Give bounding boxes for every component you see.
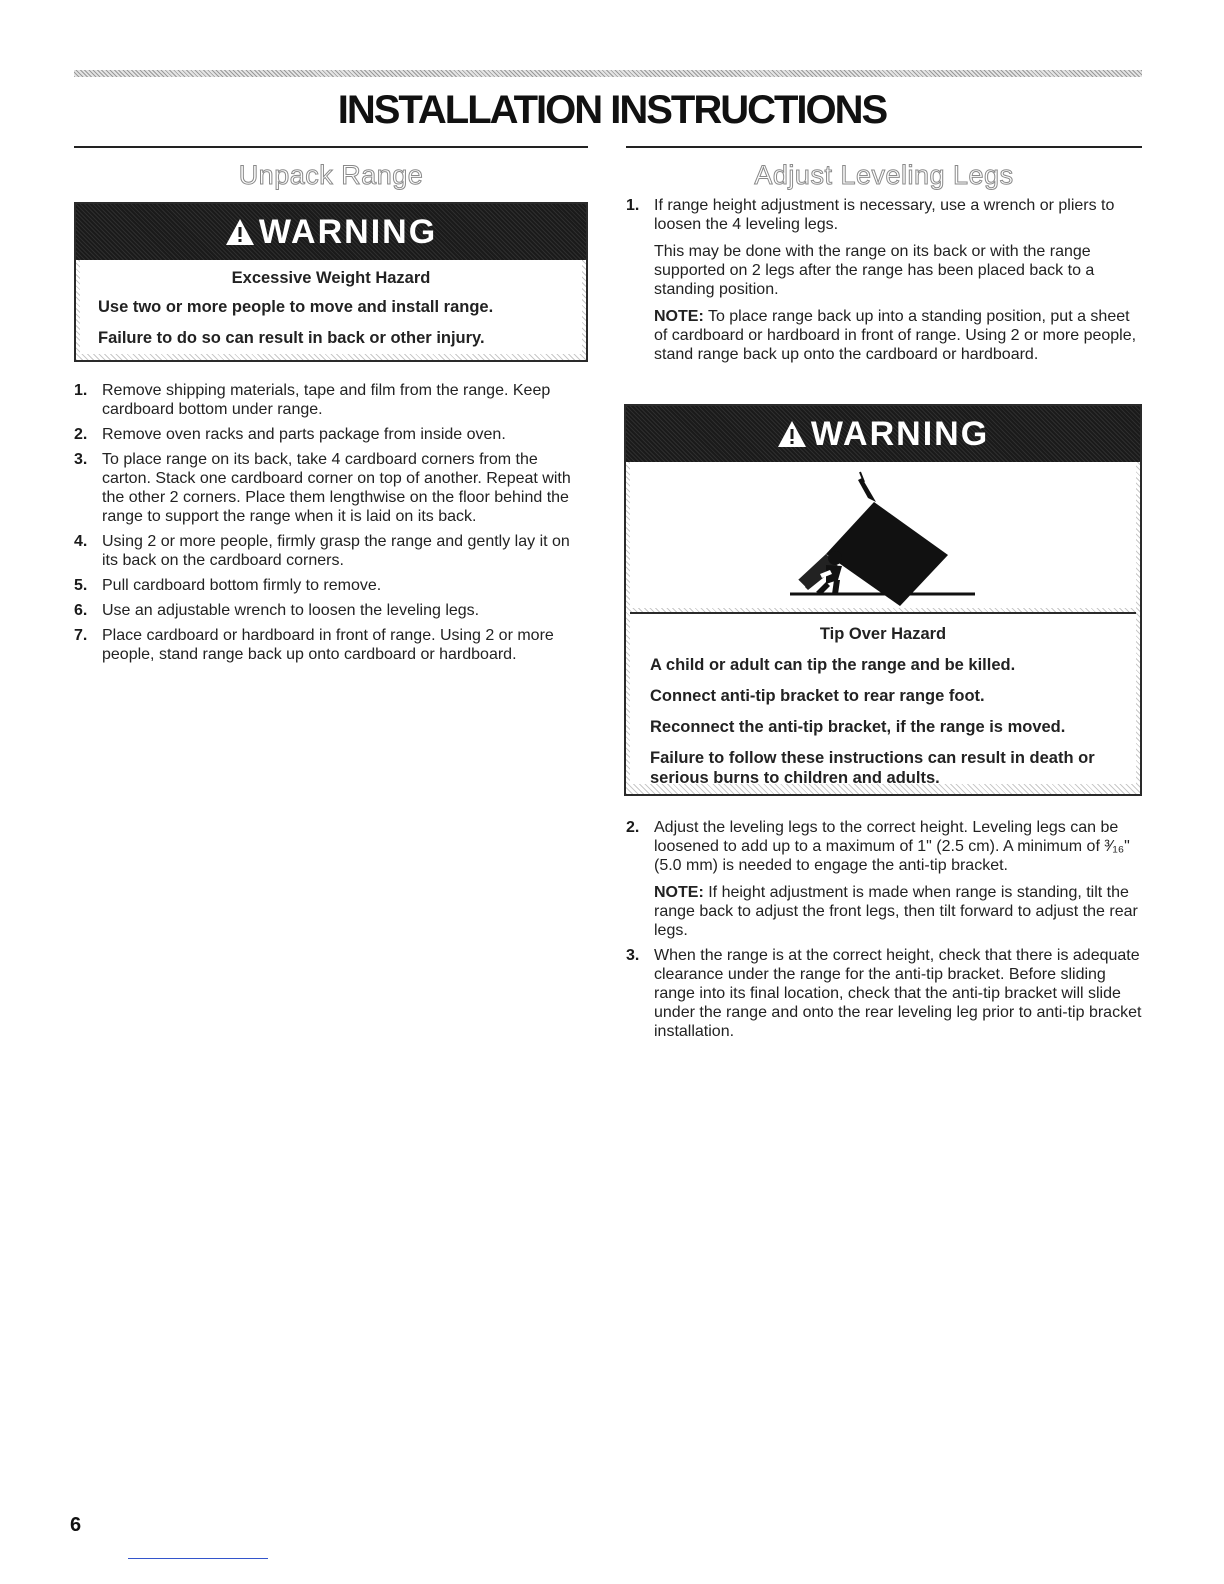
left-column-rule: [74, 146, 588, 148]
list-item: [74, 601, 588, 620]
bottom-blue-rule: [128, 1558, 268, 1559]
warning-line: A child or adult can tip the range and be killed.: [650, 656, 1016, 674]
page-title: INSTALLATION INSTRUCTIONS: [337, 88, 887, 132]
note-label: NOTE:: [654, 884, 704, 901]
tip-over-warning-box: [624, 404, 1142, 796]
step-text: Pull cardboard bottom firmly to remove.: [102, 577, 382, 594]
step-text: When the range is at the correct height, check that there is adequate clearance under the range for the anti-tip bracket. Before sliding range into its final location, check that the anti-tip bracket will slide under the range and onto the rear leveling leg prior to anti-tip bracket installation.: [654, 947, 1142, 1040]
note-label: NOTE:: [654, 308, 704, 325]
step-note: [654, 307, 1142, 364]
list-item: [74, 532, 588, 570]
list-item: [626, 946, 1142, 1041]
warning-line: Connect anti-tip bracket to rear range foot.: [650, 687, 985, 705]
list-item: [74, 576, 588, 595]
tip-over-illustration-panel: [630, 462, 1136, 608]
step-paragraph: This may be done with the range on its back or with the range supported on 2 legs after the range has been placed back to a standing position.: [654, 243, 1095, 298]
step-text: To place range on its back, take 4 cardboard corners from the carton. Stack one cardboard corner on top of another. Repeat with the other 2 corners. Place them lengthwise on the floor behind the range to support the range when it is laid on its back.: [102, 451, 571, 525]
step-number: 2.: [74, 426, 88, 443]
step-text: If range height adjustment is necessary, use a wrench or pliers to loosen the 4 leveling legs.: [654, 197, 1115, 233]
section-heading-adjust-leveling-legs: Adjust Leveling Legs: [754, 160, 1014, 190]
right-column-rule: [626, 146, 1142, 148]
step-number: 1.: [74, 382, 88, 399]
step-number: 4.: [74, 533, 88, 550]
warning-banner: [626, 406, 1140, 462]
leveling-steps-2-3: [626, 818, 1142, 1047]
step-text: Remove shipping materials, tape and film from the range. Keep cardboard bottom under range.: [102, 382, 551, 418]
note-text: To place range back up into a standing position, put a sheet of cardboard or hardboard in front of range. Using 2 or more people, stand range back up onto the cardboard or hardboard.: [654, 308, 1137, 363]
warning-line: Reconnect the anti-tip bracket, if the range is moved.: [650, 718, 1066, 736]
section-heading-unpack-range: Unpack Range: [238, 160, 424, 190]
list-item: [626, 818, 1142, 940]
step-number: 3.: [626, 947, 640, 964]
step-number: 6.: [74, 602, 88, 619]
warning-body: [80, 260, 582, 354]
step-number: 3.: [74, 451, 88, 468]
step-text: Place cardboard or hardboard in front of range. Using 2 or more people, stand range back up onto cardboard or hardboard.: [102, 627, 554, 663]
step-text: Adjust the leveling legs to the correct height. Leveling legs can be loosened to add up to a maximum of 1" (2.5 cm). A minimum of ³⁄₁₆" (5.0 mm) is needed to engage the anti-tip bracket.: [654, 819, 1130, 874]
step-text: Use an adjustable wrench to loosen the leveling legs.: [102, 602, 480, 619]
hazard-title: Excessive Weight Hazard: [231, 269, 431, 287]
page-number: 6: [70, 1514, 82, 1536]
step-number: 7.: [74, 627, 88, 644]
step-text: Remove oven racks and parts package from inside oven.: [102, 426, 506, 443]
unpack-steps-list: [74, 381, 588, 670]
step-number: 5.: [74, 577, 88, 594]
warning-banner: [76, 204, 586, 260]
hazard-title: Tip Over Hazard: [819, 625, 947, 643]
leveling-step-1: [626, 196, 1142, 370]
warning-line: Failure to follow these instructions can result in death or serious burns to children and adults.: [650, 749, 1095, 787]
warning-word: WARNING: [258, 212, 438, 251]
list-item: [74, 450, 588, 526]
weight-warning-box: [74, 202, 588, 362]
warning-body: [630, 612, 1136, 787]
tip-over-illustration: [630, 462, 1140, 608]
step-note: [654, 883, 1142, 940]
note-text: If height adjustment is made when range is standing, tilt the range back to adjust the front legs, then tilt forward to adjust the rear legs.: [654, 884, 1138, 939]
list-item: [74, 381, 588, 419]
warning-triangle-icon: [777, 420, 807, 448]
warning-line: Use two or more people to move and install range.: [98, 298, 494, 316]
list-item: [74, 425, 588, 444]
warning-triangle-icon: [225, 218, 255, 246]
warning-word: WARNING: [810, 414, 990, 453]
top-hatched-rule: [74, 70, 1142, 77]
warning-line: Failure to do so can result in back or other injury.: [98, 329, 485, 347]
step-number: 1.: [626, 197, 640, 214]
list-item: [74, 626, 588, 664]
step-text: Using 2 or more people, firmly grasp the range and gently lay it on its back on the cardboard corners.: [102, 533, 570, 569]
step-number: 2.: [626, 819, 640, 836]
list-item: [626, 196, 1142, 364]
